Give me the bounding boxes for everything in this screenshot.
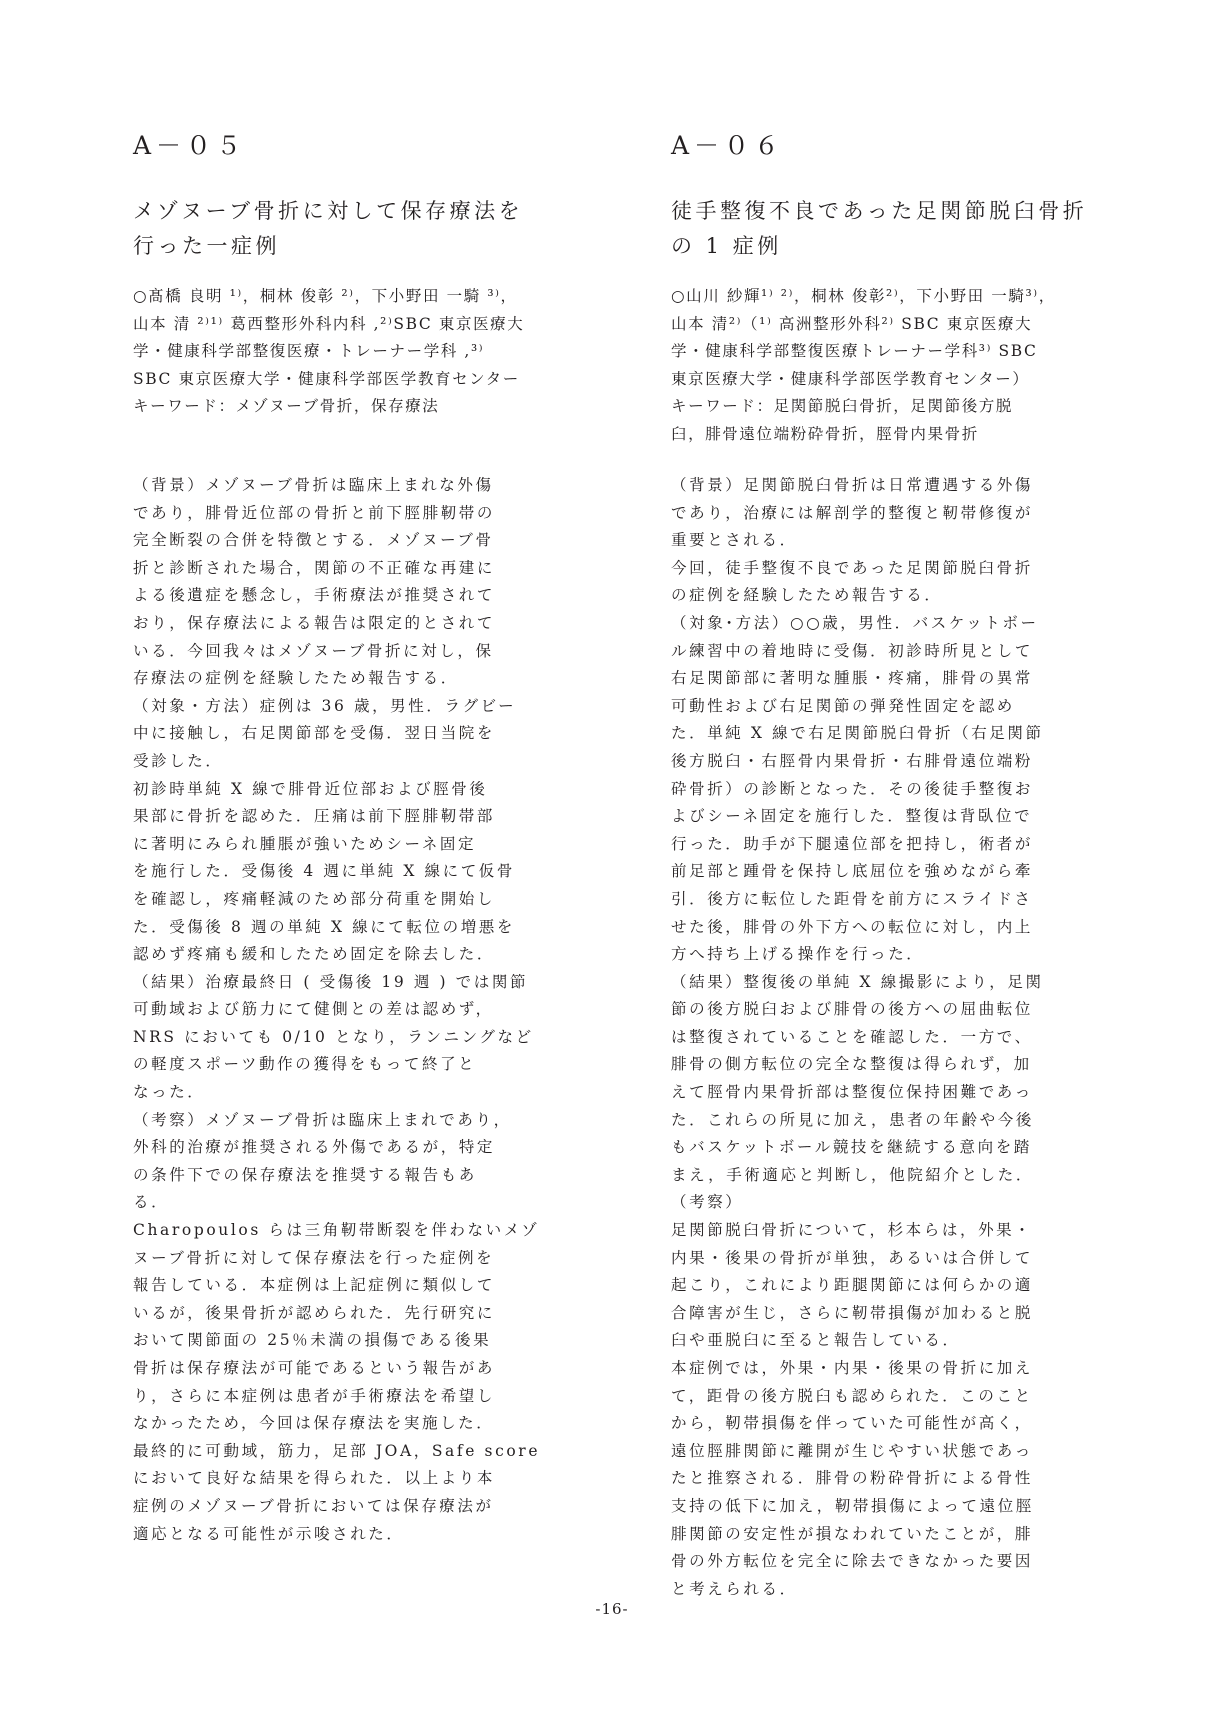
body-line: （考察）: [671, 1193, 744, 1212]
body-line: ヌーブ骨折に対して保存療法を行った症例を: [133, 1248, 495, 1267]
body-line: と考えられる．: [671, 1579, 798, 1598]
keywords-line: 臼，腓骨遠位端粉砕骨折，脛骨内果骨折: [671, 424, 979, 443]
body-line: に著明にみられ腫脹が強いためシーネ固定: [133, 834, 477, 853]
author-line: 東京医療大学・健康科学部医学教育センター）: [671, 369, 1030, 388]
title-line: の 1 症例: [671, 234, 782, 258]
body-line: （対象・方法）症例は 36 歳，男性．ラグビー: [133, 696, 517, 715]
body-line: を施行した．受傷後 4 週に単純 X 線にて仮骨: [133, 862, 516, 881]
body-line: いる．今回我々はメゾヌーブ骨折に対し，保: [133, 641, 494, 660]
body-line: た．受傷後 8 週の単純 X 線にて転位の増悪を: [133, 917, 516, 936]
body-line: 後方脱臼・右脛骨内果骨折・右腓骨遠位端粉: [671, 751, 1034, 770]
body-line: よる後遺症を懸念し，手術療法が推奨されて: [133, 586, 496, 605]
abstract-title: [133, 194, 565, 264]
body-line: 認めず疼痛も緩和したため固定を除去した．: [133, 945, 496, 964]
body-line: （背景）足関節脱臼骨折は日常遭遇する外傷: [671, 476, 1034, 494]
author-line: ○髙橋 良明 ¹⁾，桐林 俊彰 ²⁾，下小野田 一騎 ³⁾，: [133, 287, 518, 305]
body-line: から，靭帯損傷を伴っていた可能性が高く，: [671, 1414, 1033, 1433]
abstract-a05: [133, 128, 565, 1543]
body-line: たと推察される．腓骨の粉砕骨折による骨性: [671, 1469, 1034, 1488]
body-line: は整復されていることを確認した．一方で、: [671, 1027, 1033, 1046]
body-line: おいて関節面の 25％未満の損傷である後果: [133, 1331, 492, 1350]
abstract-body: [133, 472, 573, 1548]
body-line: を確認し，疼痛軽減のため部分荷重を開始し: [133, 889, 496, 908]
abstract-a06: [671, 128, 1103, 1598]
body-line: 完全断裂の合併を特徴とする．メゾヌーブ骨: [133, 531, 494, 550]
body-line: 節の後方脱臼および腓骨の後方への屈曲転位: [671, 1000, 1034, 1019]
body-line: もバスケットボール競技を継続する意向を踏: [671, 1138, 1032, 1157]
body-line: なかったため，今回は保存療法を実施した．: [133, 1414, 495, 1433]
page-number: -16-: [595, 1600, 629, 1618]
body-line: 方へ持ち上げる操作を行った．: [671, 945, 925, 964]
keywords-line: キーワード：足関節脱臼骨折，足関節後方脱: [671, 397, 1014, 415]
body-line: よびシーネ固定を施行した．整復は背臥位で: [671, 807, 1033, 826]
body-line: 果部に骨折を認めた．圧痛は前下脛腓靭帯部: [133, 807, 496, 826]
body-line: 今回，徒手整復不良であった足関節脱臼骨折: [671, 558, 1033, 577]
body-line: の軽度スポーツ動作の獲得をもって終了と: [133, 1055, 477, 1074]
body-line: （考察）メゾヌーブ骨折は臨床上まれであり，: [133, 1110, 512, 1129]
author-line: 山本 清 ²⁾¹⁾ 葛西整形外科内科 ,²⁾SBC 東京医療大: [133, 314, 525, 333]
title-line: 徒手整復不良であった足関節脱臼骨折: [671, 199, 1088, 223]
body-line: えて脛骨内果骨折部は整復位保持困難であっ: [671, 1083, 1033, 1102]
body-line: 行った．助手が下腿遠位部を把持し，術者が: [671, 834, 1034, 853]
title-line: メゾヌーブ骨折に対して保存療法を: [133, 199, 524, 223]
body-line: て，距骨の後方脱臼も認められた．このこと: [671, 1386, 1033, 1405]
body-line: （結果）治療最終日 ( 受傷後 19 週 ) では関節: [133, 972, 529, 991]
body-line: 支持の低下に加え，靭帯損傷によって遠位脛: [671, 1496, 1034, 1515]
body-line: （対象･方法）○○歳，男性．バスケットボー: [671, 613, 1039, 632]
body-line: 初診時単純 X 線で腓骨近位部および脛骨後: [133, 779, 488, 798]
body-line: なった．: [133, 1083, 206, 1102]
body-line: せた後，腓骨の外下方への転位に対し，内上: [671, 917, 1034, 936]
body-line: まえ，手術適応と判断し，他院紹介とした．: [671, 1165, 1034, 1184]
body-line: であり，治療には解剖学的整復と靭帯修復が: [671, 503, 1034, 522]
body-line: いるが，後果骨折が認められた．先行研究に: [133, 1303, 496, 1322]
body-line: 骨の外方転位を完全に除去できなかった要因: [671, 1552, 1034, 1571]
author-line: SBC 東京医療大学・健康科学部医学教育センター: [133, 369, 520, 388]
body-line: 適応となる可能性が示唆された．: [133, 1524, 405, 1543]
title-line: 行った一症例: [133, 234, 280, 258]
body-line: （結果）整復後の単純 X 線撮影により，足関: [671, 972, 1044, 991]
body-line: た．単純 X 線で右足関節脱臼骨折（右足関節: [671, 724, 1044, 743]
body-line: 中に接触し，右足関節部を受傷．翌日当院を: [133, 724, 496, 743]
body-line: 本症例では，外果・内果・後果の骨折に加え: [671, 1359, 1034, 1377]
abstract-id: A－０５: [133, 131, 247, 160]
body-line: 折と診断された場合，関節の不正確な再建に: [133, 558, 496, 577]
body-line: る．: [133, 1193, 170, 1212]
body-line: 腓関節の安定性が損なわれていたことが，腓: [671, 1524, 1034, 1543]
body-line: NRS においても 0/10 となり，ランニングなど: [133, 1027, 534, 1046]
body-line: 最終的に可動域，筋力，足部 JOA，Safe score: [133, 1441, 541, 1460]
body-line: おり，保存療法による報告は限定的とされて: [133, 613, 496, 632]
body-line: 臼や亜脱臼に至ると報告している．: [671, 1331, 961, 1350]
body-line: り，さらに本症例は患者が手術療法を希望し: [133, 1386, 496, 1405]
body-line: 可動域および筋力にて健側との差は認めず，: [133, 1000, 494, 1019]
body-line: 右足関節部に著明な腫脹・疼痛，腓骨の異常: [671, 669, 1034, 688]
body-line: 腓骨の側方転位の完全な整復は得られず，加: [671, 1055, 1032, 1074]
body-line: 骨折は保存療法が可能であるという報告があ: [133, 1359, 496, 1377]
body-line: （背景）メゾヌーブ骨折は臨床上まれな外傷: [133, 476, 494, 494]
author-line: 山本 清²⁾（¹⁾ 高洲整形外科²⁾ SBC 東京医療大: [671, 314, 1033, 333]
body-line: 重要とされる．: [671, 531, 798, 550]
body-line: 可動性および右足関節の弾発性固定を認め: [671, 696, 1015, 715]
abstract-id: A－０６: [671, 131, 785, 160]
author-line: 学・健康科学部整復医療・トレーナー学科 ,³⁾: [133, 342, 485, 360]
author-line: ○山川 紗輝¹⁾ ²⁾，桐林 俊彰²⁾，下小野田 一騎³⁾，: [671, 287, 1056, 305]
body-line: ル練習中の着地時に受傷．初診時所見として: [671, 641, 1034, 660]
body-line: 報告している．本症例は上記症例に類似して: [133, 1276, 496, 1295]
keywords-line: キーワード：メゾヌーブ骨折，保存療法: [133, 397, 440, 415]
body-line: Charopoulos らは三角靭帯断裂を伴わないメゾ: [133, 1221, 540, 1240]
body-line: の症例を経験したため報告する．: [671, 586, 943, 605]
body-line: 存療法の症例を経験したため報告する．: [133, 669, 459, 688]
body-line: 起こり，これにより距腿関節には何らかの適: [671, 1276, 1034, 1295]
body-line: 症例のメゾヌーブ骨折においては保存療法が: [133, 1496, 494, 1515]
body-line: 内果・後果の骨折が単独，あるいは合併して: [671, 1248, 1034, 1267]
body-line: 外科的治療が推奨される外傷であるが，特定: [133, 1138, 496, 1157]
body-line: において良好な結果を得られた．以上より本: [133, 1469, 496, 1488]
body-line: 遠位脛腓関節に離開が生じやすい状態であっ: [671, 1441, 1033, 1460]
body-line: 受診した．: [133, 751, 224, 770]
author-block: [671, 283, 1111, 448]
body-line: 合障害が生じ，さらに靭帯損傷が加わると脱: [671, 1303, 1034, 1322]
body-line: た．これらの所見に加え，患者の年齢や今後: [671, 1110, 1034, 1129]
body-line: であり，腓骨近位部の骨折と前下脛腓靭帯の: [133, 503, 496, 522]
abstract-body: [671, 472, 1111, 1603]
author-line: 学・健康科学部整復医療トレーナー学科³⁾ SBC: [671, 342, 1038, 360]
abstract-title: [671, 194, 1103, 264]
body-line: 前足部と踵骨を保持し底屈位を強めながら牽: [671, 862, 1034, 881]
body-line: 砕骨折）の診断となった．その後徒手整復お: [671, 779, 1034, 798]
body-line: 引．後方に転位した距骨を前方にスライドさ: [671, 889, 1033, 908]
body-line: 足関節脱臼骨折について，杉本らは，外果・: [671, 1221, 1033, 1240]
author-block: [133, 283, 573, 421]
body-line: の条件下での保存療法を推奨する報告もあ: [133, 1165, 477, 1184]
